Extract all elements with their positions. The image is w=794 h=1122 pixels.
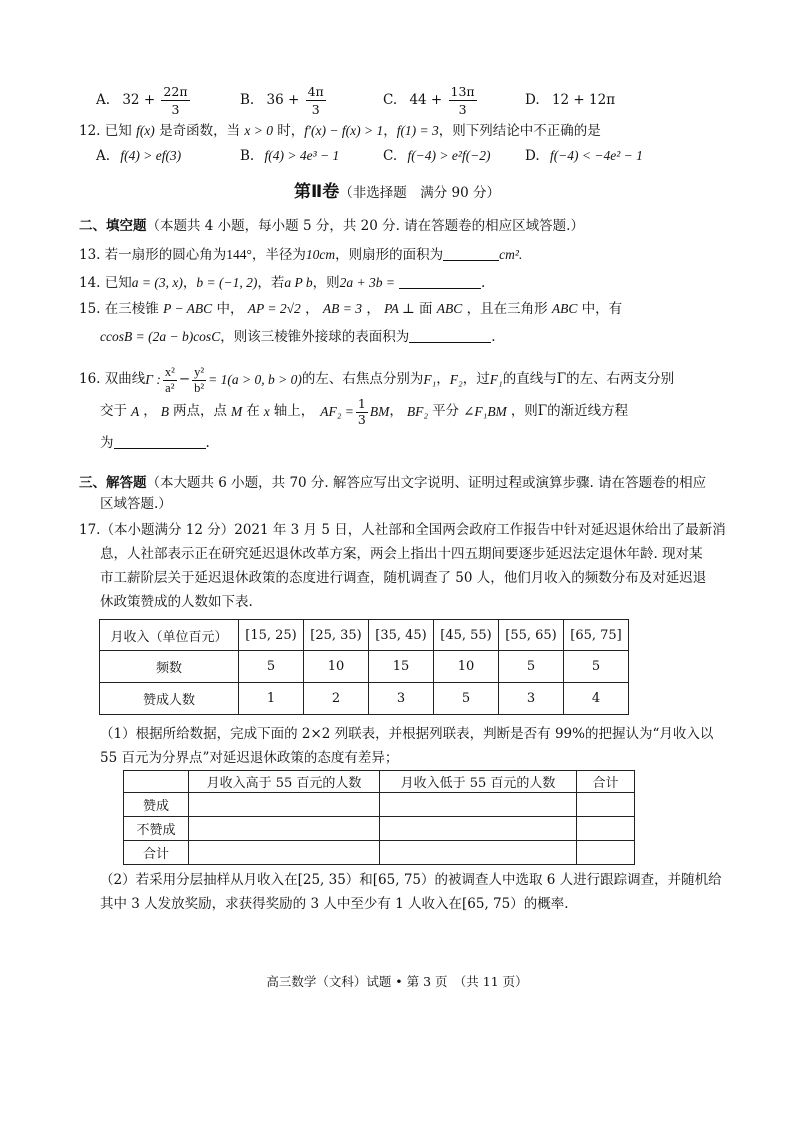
q17-line2: 息，人社部表示正在研究延迟退休改革方案，两会上指出十四五期间要逐步延迟法定退休年龄. 现对某 — [100, 546, 703, 562]
q13: 13. 若一扇形的圆心角为144°，半径为10cm，则扇形的面积为 cm². — [79, 247, 523, 263]
q12-stem: 12. 已知 f(x) 是奇函数，当 x > 0 时，f′(x) − f(x) > 1，f(1) = 3，则下列结论中不正确的是 — [79, 123, 601, 139]
q17-part1-line2: 55 百元为分界点”对延迟退休政策的态度有差异； — [100, 750, 399, 766]
q17-line1: 17.（本小题满分 12 分）2021 年 3 月 5 日，人社部和全国两会政府工作报告中针对延迟退休给出了最新消 — [79, 522, 726, 538]
q17-part2-line2: 其中 3 人发放奖励，求获得奖励的 3 人中至少有 1 人收入在[65, 75）的概率. — [100, 896, 569, 912]
q13-answer-blank[interactable] — [443, 246, 499, 261]
table-header-row: 月收入（单位百元） [15, 25) [25, 35) [35, 45) [45, 55) [55, 65) [65, 75] — [100, 620, 629, 651]
q12-option-b: B. f(4) > 4e³ − 1 — [240, 148, 340, 164]
q11-option-a: A. 32 + $\frac{22\pi}{3}$ — [96, 84, 188, 117]
answer-cell[interactable] — [189, 817, 380, 841]
q12-option-c: C. f(−4) > e²f(−2) — [383, 148, 491, 164]
q15-line1: 15. 在三棱锥 P − ABC 中， AP = 2√2 ， AB = 3 ， PA ⊥ 面 ABC ，且在三角形 ABC 中，有 — [79, 301, 623, 317]
q15-answer-blank[interactable] — [409, 328, 491, 343]
q15-line2: ccosB = (2a − b)cosC，则该三棱锥外接球的表面积为 . — [100, 329, 496, 345]
q17-line3: 市工薪阶层关于延迟退休政策的态度进行调查，随机调查了 50 人，他们月收入的频数分布及对延迟退 — [100, 570, 707, 586]
table-row: 不赞成 — [124, 817, 635, 841]
income-frequency-table — [99, 619, 629, 715]
q14-answer-blank[interactable] — [399, 274, 481, 289]
contingency-table — [123, 770, 635, 865]
q11-option-c: C. 44 + $\frac{13\pi}{3}$ — [383, 84, 475, 117]
table-row: 赞成人数 1 2 3 5 3 4 — [100, 683, 629, 715]
answer-cell[interactable] — [577, 793, 635, 817]
q17-part2-line1: （2）若采用分层抽样从月收入在[25, 35）和[65, 75）的被调查人中选取 6 人进行跟踪调查，并随机给 — [100, 872, 722, 888]
answer-cell[interactable] — [380, 793, 577, 817]
table-header-row: 月收入高于 55 百元的人数 月收入低于 55 百元的人数 合计 — [124, 771, 635, 793]
q16-answer-blank[interactable] — [114, 434, 206, 449]
answer-cell[interactable] — [577, 841, 635, 865]
answer-cell[interactable] — [577, 817, 635, 841]
q17-line4: 休政策赞成的人数如下表. — [100, 594, 253, 610]
page-footer: 高三数学（文科）试题 • 第 3 页 （共 11 页） — [266, 974, 528, 989]
answer-cell[interactable] — [380, 841, 577, 865]
section3-heading: 三、解答题（本大题共 6 小题，共 70 分. 解答应写出文字说明、证明过程或演算步骤. 请在答题卷的相应 — [79, 475, 707, 491]
section2-heading: 二、填空题（本题共 4 小题，每小题 5 分，共 20 分. 请在答题卷的相应区域答题.） — [79, 218, 584, 234]
q14: 14. 已知a = (3, x)，b = (−1, 2)，若a P b，则2a + 3b = . — [79, 275, 486, 291]
table-row: 赞成 — [124, 793, 635, 817]
part2-heading: 第Ⅱ卷（非选择题 满分 90 分） — [294, 182, 500, 202]
q16-line3: 为 . — [100, 435, 210, 451]
q16-line2: 交于 A ， B 两点，点 M 在 x 轴上， AF₂ = $\frac{1}{3}$ BM ， BF₂ 平分 ∠F₁BM ，则Γ的渐近线方程 — [100, 396, 629, 427]
answer-cell[interactable] — [189, 793, 380, 817]
table-row: 频数 5 10 15 10 5 5 — [100, 651, 629, 683]
q11-option-b: B. 36 + $\frac{4\pi}{3}$ — [240, 84, 324, 117]
section3-heading-cont: 区域答题.） — [100, 496, 172, 512]
table-row: 合计 — [124, 841, 635, 865]
q11-option-d: D. 12 + 12π — [525, 92, 616, 108]
q16-line1: 16. 双曲线 Γ : $\frac{\text{x²}}{\text{a²}}$ − $\frac{\text{y²}}{\text{b²}}$ = 1(a > 0, b > 0) 的左、右焦点分别为 F₁ ， F₂ ，过 F₁ 的直线与Γ的左、右两支分别 — [79, 365, 675, 395]
answer-cell[interactable] — [189, 841, 380, 865]
q12-option-d: D. f(−4) < −4e² − 1 — [525, 148, 643, 164]
answer-cell[interactable] — [380, 817, 577, 841]
q12-option-a: A. f(4) > ef(3) — [96, 148, 182, 164]
q17-part1-line1: （1）根据所给数据，完成下面的 2×2 列联表，并根据列联表，判断是否有 99%的把握认为“月收入以 — [100, 726, 714, 742]
